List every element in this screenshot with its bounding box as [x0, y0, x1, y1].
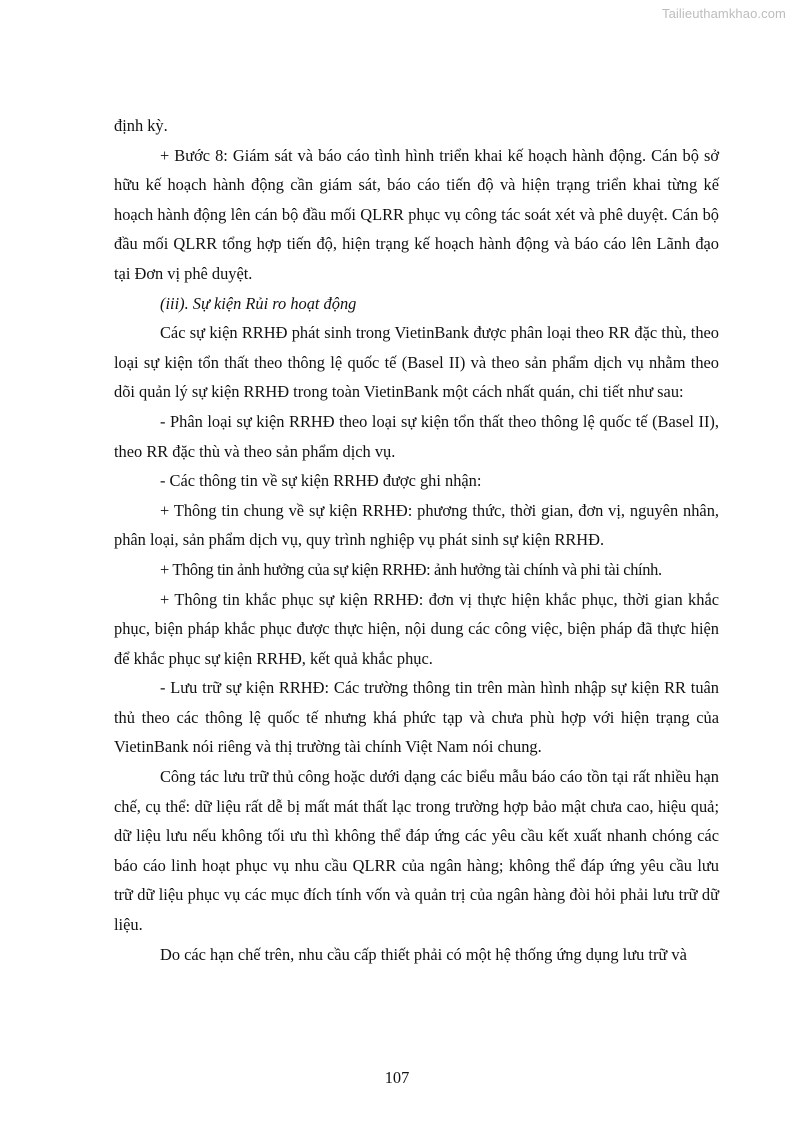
- document-body: [114, 111, 719, 969]
- paragraph-manual-storage-limits: Công tác lưu trữ thủ công hoặc dưới dạng các biểu mẫu báo cáo tồn tại rất nhiều hạn chế, cụ thể: dữ liệu rất dễ bị mất mát thất lạc trong trường hợp bảo mật chưa cao, hiệu quả; dữ liệu lưu nếu không tối ưu thì không thể đáp ứng các yêu cầu kết xuất nhanh chóng các báo cáo linh hoạt phục vụ nhu cầu QLRR của ngân hàng; không thể đáp ứng yêu cầu lưu trữ dữ liệu phục vụ các mục đích tính vốn và quản trị của ngân hàng đòi hỏi phải lưu trữ dữ liệu.: [114, 767, 719, 935]
- watermark-text: Tailieuthamkhao.com: [661, 6, 786, 21]
- paragraph-impact-info: + Thông tin ảnh hưởng của sự kiện RRHĐ: ảnh hưởng tài chính và phi tài chính.: [160, 559, 662, 579]
- page-number: 107: [384, 1068, 410, 1087]
- paragraph-system-need: Do các hạn chế trên, nhu cầu cấp thiết phải có một hệ thống ứng dụng lưu trữ và: [160, 944, 687, 964]
- paragraph-step-8: + Bước 8: Giám sát và báo cáo tình hình triển khai kế hoạch hành động. Cán bộ sở hữu kế hoạch hành động cần giám sát, báo cáo tiến độ và hiện trạng triển khai từng kế hoạch hành động lên cán bộ đầu mối QLRR phục vụ công tác soát xét và phê duyệt. Cán bộ đầu mối QLRR tổng hợp tiến độ, hiện trạng kế hoạch hành động và báo cáo lên Lãnh đạo tại Đơn vị phê duyệt.: [114, 145, 719, 283]
- section-heading-operational-risk-events: (iii). Sự kiện Rủi ro hoạt động: [160, 293, 357, 313]
- paragraph-event-classification: Các sự kiện RRHĐ phát sinh trong VietinBank được phân loại theo RR đặc thù, theo loại sự kiện tổn thất theo thông lệ quốc tế (Basel II) và theo sản phẩm dịch vụ nhằm theo dõi quản lý sự kiện RRHĐ trong toàn VietinBank một cách nhất quán, chi tiết như sau:: [114, 323, 719, 402]
- paragraph-general-info: + Thông tin chung về sự kiện RRHĐ: phương thức, thời gian, đơn vị, nguyên nhân, phân loại, sản phẩm dịch vụ, quy trình nghiệp vụ phát sinh sự kiện RRHĐ.: [114, 500, 719, 550]
- paragraph-event-storage: - Lưu trữ sự kiện RRHĐ: Các trường thông tin trên màn hình nhập sự kiện RR tuân thủ theo các thông lệ quốc tế nhưng khá phức tạp và chưa phù hợp với hiện trạng của VietinBank nói riêng và thị trường tài chính Việt Nam nói chung.: [114, 678, 719, 757]
- paragraph-classification-detail: - Phân loại sự kiện RRHĐ theo loại sự kiện tổn thất theo thông lệ quốc tế (Basel II), theo RR đặc thù và theo sản phẩm dịch vụ.: [114, 411, 719, 461]
- paragraph-remediation-info: + Thông tin khắc phục sự kiện RRHĐ: đơn vị thực hiện khắc phục, thời gian khắc phục, biện pháp khắc phục được thực hiện, nội dung các công việc, biện pháp đã thực hiện để khắc phục sự kiện RRHĐ, kết quả khắc phục.: [114, 589, 719, 668]
- paragraph-recorded-info: - Các thông tin về sự kiện RRHĐ được ghi nhận:: [160, 471, 482, 491]
- paragraph-continuation: định kỳ.: [114, 116, 168, 135]
